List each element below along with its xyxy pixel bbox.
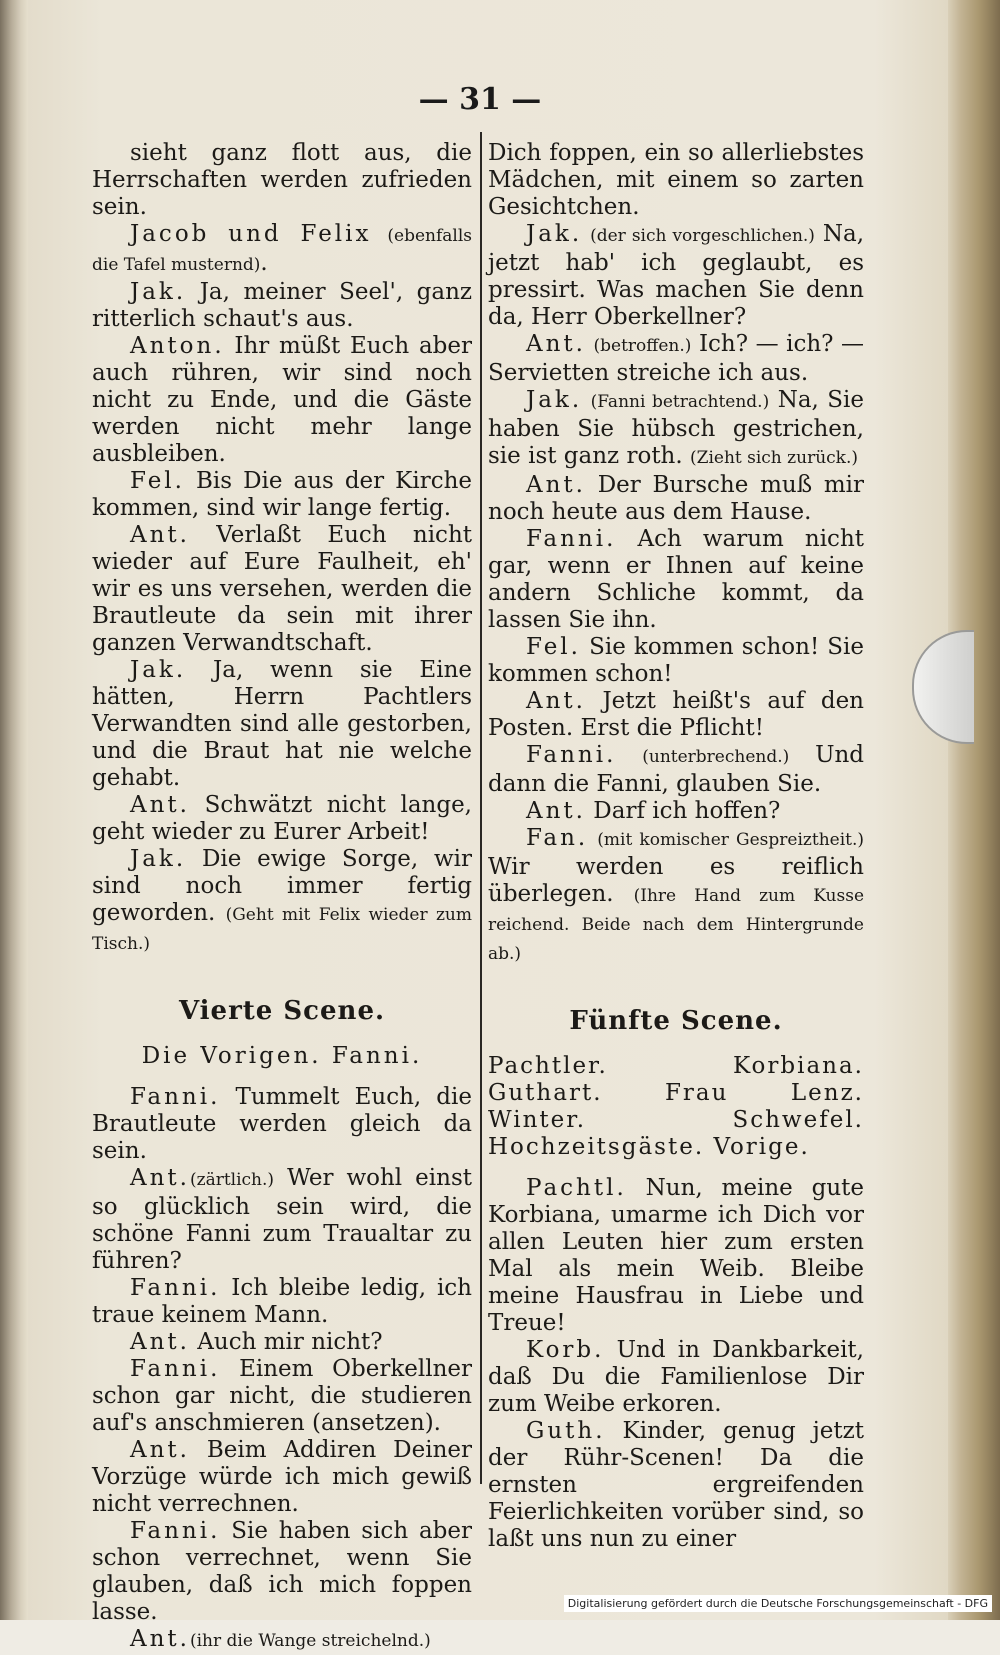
text-paragraph: Fanni. Einem Oberkellner schon gar nicht, die studieren auf's anschmieren (ansetzen).: [92, 1356, 472, 1436]
text-paragraph: Jak. Die ewige Sorge, wir sind noch immer fertig geworden. (Geht mit Felix wieder zum Tisch.): [92, 846, 472, 954]
scene-heading: Fünfte Scene.: [569, 1006, 783, 1036]
right-column: [488, 140, 864, 1553]
column-divider: [480, 132, 482, 1484]
text-paragraph: Jak. Ja, wenn sie Eine hätten, Herrn Pachtlers Verwandten sind alle gestorben, und die Braut hat nie welche gehabt.: [92, 657, 472, 791]
text-paragraph: Ant. Der Bursche muß mir noch heute aus dem Hause.: [488, 472, 864, 525]
text-paragraph: Ant. (betroffen.) Ich? — ich? — Servietten streiche ich aus.: [488, 331, 865, 386]
text-paragraph: Fel. Sie kommen schon! Sie kommen schon!: [488, 634, 865, 687]
scene-heading: Vierte Scene.: [178, 996, 386, 1026]
text-paragraph: Korb. Und in Dankbarkeit, daß Du die Familienlose Dir zum Weibe erkoren.: [488, 1337, 864, 1417]
scene5-lines: [488, 1175, 864, 1553]
scene-cast: Die Vorigen. Fanni.: [141, 1043, 423, 1069]
text-paragraph: Fanni. Sie haben sich aber schon verrechnet, wenn Sie glauben, daß ich mich foppen lasse.: [92, 1518, 472, 1625]
text-paragraph: Jak. (der sich vorgeschlichen.) Na, jetzt hab' ich geglaubt, es pressirt. Was machen Sie denn da, Herr Oberkellner?: [488, 221, 865, 330]
scene-cast: Pachtler. Korbiana. Guthart. Frau Lenz. Winter. Schwefel. Hochzeitsgäste. Vorige.: [488, 1053, 864, 1160]
text-paragraph: Ant. Darf ich hoffen?: [526, 798, 781, 824]
page-number: — 31 —: [418, 82, 542, 117]
left-column: [92, 140, 472, 1655]
text-paragraph: Fanni. (unterbrechend.) Und dann die Fanni, glauben Sie.: [488, 742, 864, 797]
text-paragraph: Ant. Jetzt heißt's auf den Posten. Erst die Pflicht!: [488, 688, 864, 741]
text-paragraph: Ant.(ihr die Wange streichelnd.): [130, 1626, 431, 1652]
text-paragraph: Ant.(zärtlich.) Wer wohl einst so glücklich sein wird, die schöne Fanni zum Traualtar zu führen?: [92, 1165, 472, 1274]
text-paragraph: Ant. Verlaßt Euch nicht wieder auf Eure Faulheit, eh' wir es uns versehen, werden die Brautleute da sein mit ihrer ganzen Verwandtschaft.: [92, 522, 472, 656]
text-paragraph: Fel. Bis Die aus der Kirche kommen, sind wir lange fertig.: [92, 468, 472, 521]
digitization-credit: Digitalisierung gefördert durch die Deutsche Forschungsgemeinschaft - DFG: [564, 1595, 992, 1612]
scene4-lines: [92, 1084, 472, 1655]
text-paragraph: Jacob und Felix (ebenfalls die Tafel musternd).: [92, 221, 473, 276]
right-column-lines: [488, 140, 864, 968]
text-paragraph: Ant. Schwätzt nicht lange, geht wieder zu Eurer Arbeit!: [92, 792, 472, 845]
book-right-edge: [948, 0, 1000, 1620]
text-paragraph: Fanni. Ich bleibe ledig, ich traue keinem Mann.: [92, 1275, 472, 1328]
text-paragraph: sieht ganz flott aus, die Herrschaften werden zufrieden sein.: [92, 140, 472, 220]
text-paragraph: Fanni. Ach warum nicht gar, wenn er Ihnen auf keine andern Schliche kommt, da lassen Sie ihn.: [488, 526, 864, 633]
text-paragraph: Pachtl. Nun, meine gute Korbiana, umarme ich Dich vor allen Leuten hier zum ersten Mal als mein Weib. Bleibe meine Hausfrau in Liebe und Treue!: [488, 1175, 864, 1336]
text-paragraph: Guth. Kinder, genug jetzt der Rühr-Scenen! Da die ernsten ergreifenden Feierlichkeiten vorüber sind, so laßt uns nun zu einer: [488, 1418, 864, 1552]
text-paragraph: Fanni. Tummelt Euch, die Brautleute werden gleich da sein.: [92, 1084, 473, 1164]
text-paragraph: Jak. Ja, meiner Seel', ganz ritterlich schaut's aus.: [92, 279, 472, 332]
left-column-lines: [92, 140, 472, 958]
text-paragraph: Fan. (mit komischer Gespreiztheit.) Wir werden es reiflich überlegen. (Ihre Hand zum Kusse reichend. Beide nach dem Hintergrunde ab.): [488, 825, 865, 964]
text-paragraph: Ant. Beim Addiren Deiner Vorzüge würde ich mich gewiß nicht verrechnen.: [92, 1437, 472, 1517]
book-left-edge: [0, 0, 28, 1620]
text-paragraph: Jak. (Fanni betrachtend.) Na, Sie haben Sie hübsch gestrichen, sie ist ganz roth. (Zieht sich zurück.): [488, 387, 865, 469]
text-paragraph: Anton. Ihr müßt Euch aber auch rühren, wir sind noch nicht zu Ende, und die Gäste werden nicht mehr lange ausbleiben.: [92, 333, 472, 467]
text-paragraph: Ant. Auch mir nicht?: [130, 1329, 383, 1355]
text-paragraph: Dich foppen, ein so allerliebstes Mädchen, mit einem so zarten Gesichtchen.: [488, 140, 864, 220]
